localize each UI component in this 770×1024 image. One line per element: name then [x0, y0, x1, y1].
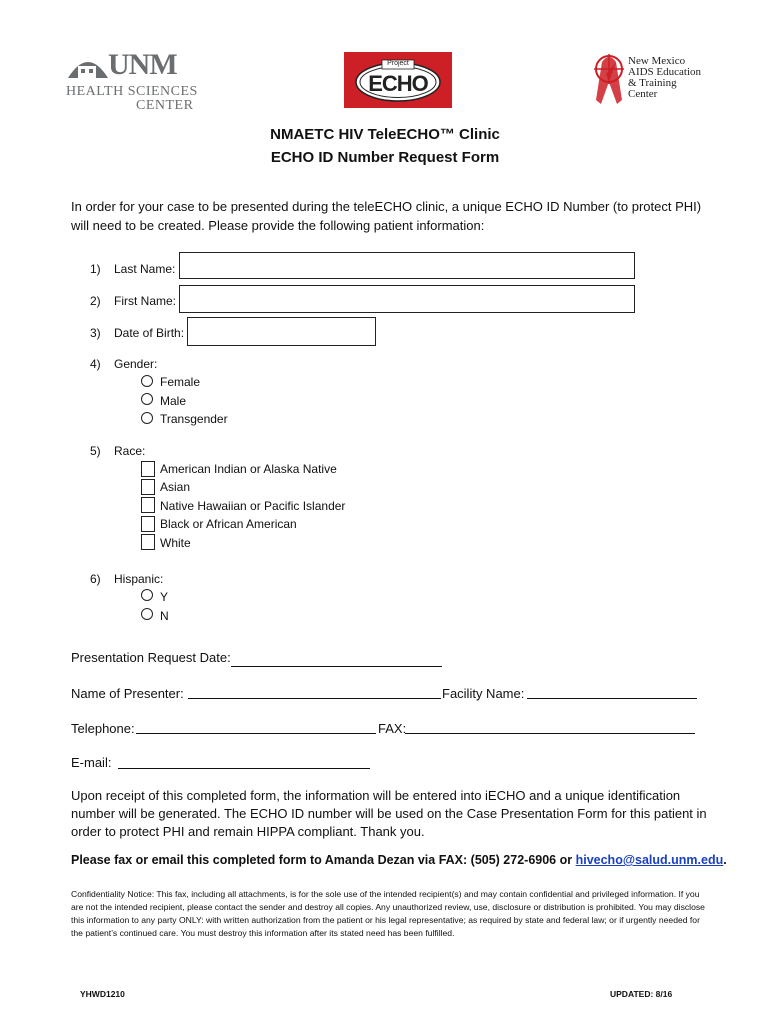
dob-input[interactable] [187, 317, 376, 346]
race-white-checkbox[interactable] [141, 534, 155, 550]
presenter-label: Name of Presenter: [71, 686, 184, 701]
fax-instruction-text: Please fax or email this completed form to Amanda Dezan via FAX: (505) 272-6906 or [71, 853, 573, 867]
last-name-input[interactable] [179, 252, 635, 279]
race-option-black: Black or African American [160, 517, 297, 531]
telephone-input[interactable] [136, 733, 376, 734]
race-option-asian: Asian [160, 480, 191, 494]
q1-number: 1) [90, 262, 101, 276]
gender-option-transgender: Transgender [160, 412, 228, 426]
unm-name: UNM [108, 48, 177, 81]
email-input[interactable] [118, 768, 370, 769]
dob-label: Date of Birth: [114, 326, 185, 340]
form-code: YHWD1210 [80, 989, 125, 999]
nmaetc-line3: & Training [628, 77, 677, 89]
intro-text: In order for your case to be presented during the teleECHO clinic, a unique ECHO ID Number (to protect PHI) will need to be created. Please provide the following patient information: [71, 199, 702, 233]
receipt-text: Upon receipt of this completed form, the information will be entered into iECHO and a unique identification number will be generated. The ECHO ID number will be used on the Case Presentation Form for this patient in order to protect PHI and remain HIPPA compliant. Thank you. [71, 788, 707, 839]
fax-label: FAX: [378, 721, 407, 736]
hispanic-no-radio[interactable] [141, 608, 153, 620]
hispanic-option-no: N [160, 609, 169, 623]
unm-logo-icon [66, 52, 110, 80]
confidentiality-notice: Confidentiality Notice: This fax, including all attachments, is for the sole use of the intended recipient(s) and may contain confidential and privileged information. If you are not the intended recipient, please contact the sender and destroy all copies. Any unauthorized review, use, disclosure or distribution is prohibited. You may disclose this information to any party ONLY: with written authorization from the patient or his legal representative; as required by state and federal law; or if urgently needed for the patient’s continued care. You must destroy this information after its stated need has been fulfilled. [71, 889, 705, 938]
last-name-label: Last Name: [114, 262, 176, 276]
q5-number: 5) [90, 444, 101, 458]
form-subtitle: ECHO ID Number Request Form [270, 149, 500, 166]
telephone-label: Telephone: [71, 721, 135, 736]
unm-subtitle-line1: HEALTH SCIENCES [66, 84, 198, 99]
fax-instruction [71, 853, 727, 867]
first-name-input[interactable] [179, 285, 635, 313]
gender-label: Gender: [114, 357, 158, 371]
nmaetc-line2: AIDS Education [628, 66, 702, 78]
presentation-date-label: Presentation Request Date: [71, 650, 231, 665]
q2-number: 2) [90, 294, 101, 308]
hispanic-yes-radio[interactable] [141, 589, 153, 601]
gender-option-male: Male [160, 394, 187, 408]
gender-option-female: Female [160, 375, 201, 389]
unm-subtitle-line2: CENTER [136, 98, 194, 113]
race-option-white: White [160, 536, 191, 550]
race-option-native-hawaiian: Native Hawaiian or Pacific Islander [160, 499, 346, 513]
gender-female-radio[interactable] [141, 375, 153, 387]
presentation-date-input[interactable] [231, 666, 442, 667]
nmaetc-name [628, 56, 701, 100]
first-name-label: First Name: [114, 294, 177, 308]
q4-number: 4) [90, 357, 101, 371]
race-black-checkbox[interactable] [141, 516, 155, 532]
echo-project-label: Project [387, 60, 409, 67]
hispanic-option-yes: Y [160, 590, 169, 604]
hispanic-label: Hispanic: [114, 572, 164, 586]
race-option-american-indian: American Indian or Alaska Native [160, 462, 337, 476]
fax-email-link[interactable]: hivecho@salud.unm.edu [575, 853, 724, 867]
project-echo-logo [344, 52, 452, 108]
email-label: E-mail: [71, 755, 112, 770]
nmaetc-line4: Center [628, 88, 658, 100]
q6-number: 6) [90, 572, 101, 586]
gender-male-radio[interactable] [141, 393, 153, 405]
presenter-input[interactable] [188, 698, 441, 699]
race-label: Race: [114, 444, 146, 458]
echo-name: ECHO [368, 71, 428, 96]
q3-number: 3) [90, 326, 101, 340]
aids-ribbon-icon [592, 52, 626, 108]
gender-transgender-radio[interactable] [141, 412, 153, 424]
facility-label: Facility Name: [442, 686, 525, 701]
facility-input[interactable] [527, 698, 697, 699]
nmaetc-line1: New Mexico [628, 55, 686, 67]
fax-instruction-period: . [723, 853, 727, 867]
race-native-hawaiian-checkbox[interactable] [141, 497, 155, 513]
race-asian-checkbox[interactable] [141, 479, 155, 495]
form-title: NMAETC HIV TeleECHO™ Clinic [270, 126, 500, 143]
updated-date: UPDATED: 8/16 [610, 989, 673, 999]
race-american-indian-checkbox[interactable] [141, 461, 155, 477]
fax-input[interactable] [405, 733, 695, 734]
